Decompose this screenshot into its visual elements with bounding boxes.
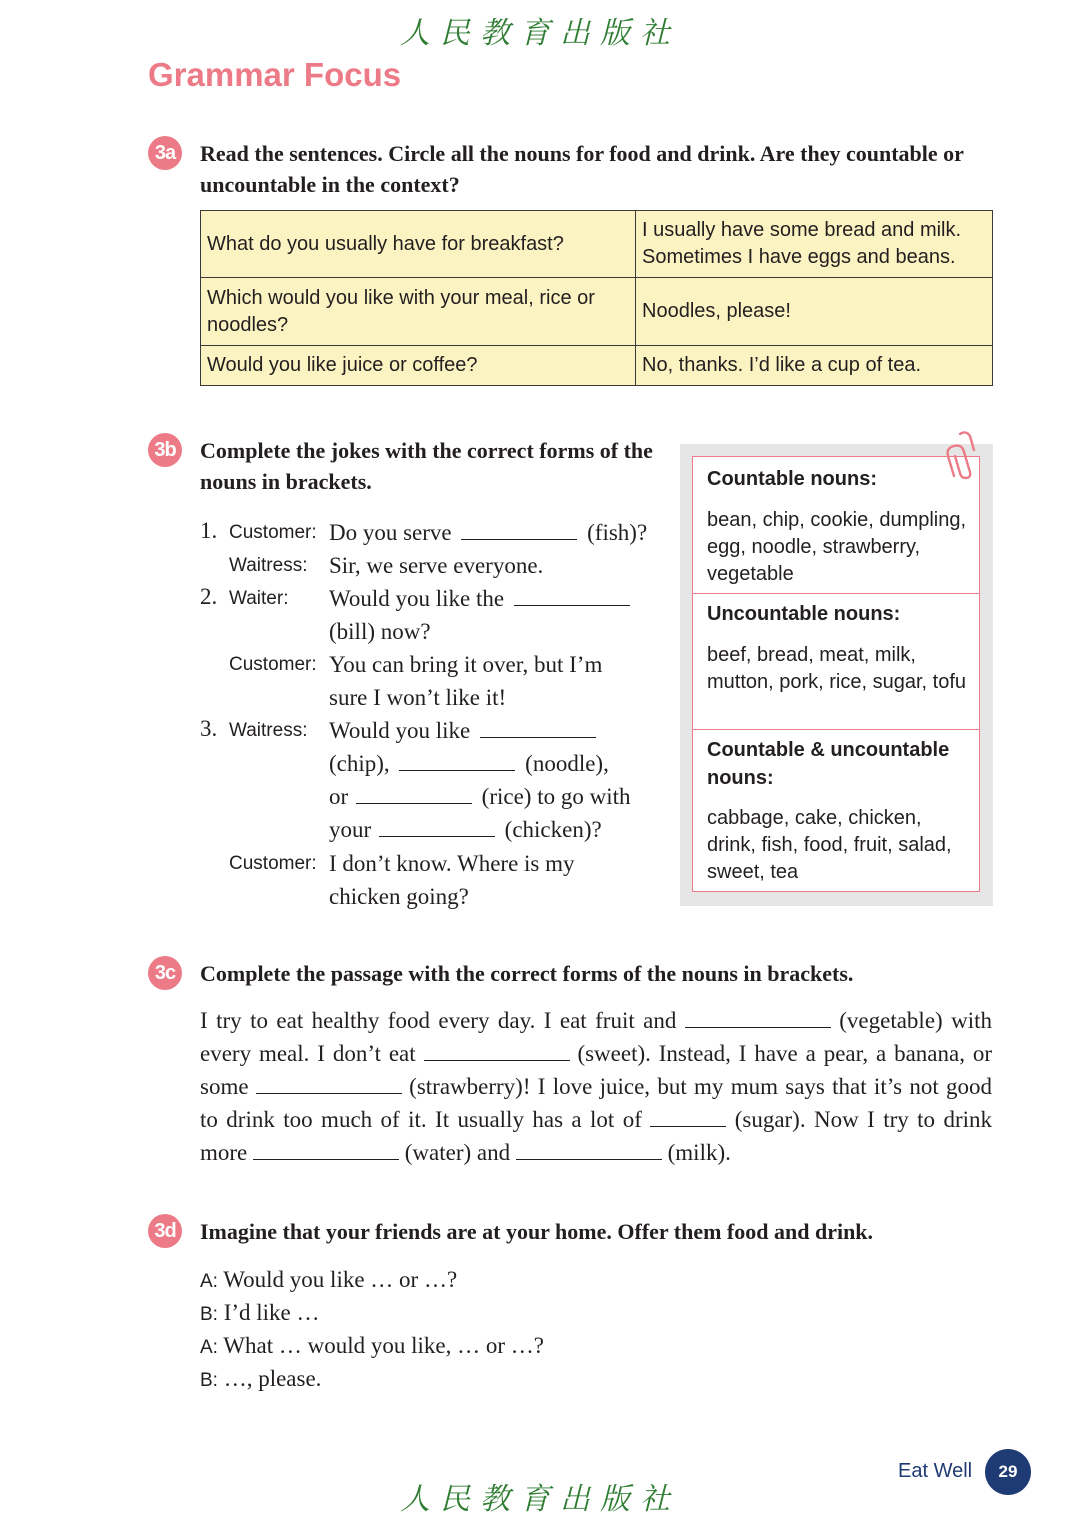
answer-blank[interactable]: [399, 748, 515, 771]
passage-text: (water) and: [404, 1140, 511, 1165]
joke-line: (bill) now?: [329, 619, 431, 644]
dialogue-table: [200, 210, 993, 386]
joke-line: [329, 516, 647, 549]
both-title: Countable & uncountable nouns:: [707, 739, 950, 789]
uncountable-title: Uncountable nouns:: [707, 603, 901, 625]
page-number: 29: [985, 1449, 1031, 1495]
joke-line: [329, 780, 631, 813]
table-row: [201, 211, 993, 278]
speaker-label: Waiter:: [229, 588, 289, 609]
table-cell: I usually have some bread and milk. Sometimes I have eggs and beans.: [636, 211, 993, 278]
answer-blank[interactable]: [253, 1137, 399, 1160]
dialogue-text: Would you like … or …?: [223, 1267, 458, 1292]
both-list: cabbage, cake, chicken, drink, fish, food, fruit, salad, sweet, tea: [707, 807, 952, 883]
nouns-box: [692, 456, 980, 892]
badge-3c: 3c: [148, 956, 182, 990]
passage-text: (milk).: [667, 1140, 731, 1165]
dialogue-text: I’d like …: [223, 1300, 320, 1325]
joke-number: 1.: [200, 518, 218, 543]
badge-3a: 3a: [148, 136, 182, 170]
joke-number: 3.: [200, 716, 218, 741]
passage-text: (sweet). Instead, I have a pear, a banana, or some: [200, 1041, 993, 1099]
box-divider: [693, 593, 979, 594]
joke-text: (rice) to go with: [481, 784, 631, 809]
instruction-3a: Read the sentences. Circle all the nouns for food and drink. Are they countable or uncountable in the context?: [200, 141, 964, 197]
joke-line: [329, 813, 602, 846]
joke-line: sure I won’t like it!: [329, 685, 507, 710]
answer-blank[interactable]: [480, 715, 596, 738]
passage-text: (vegetable) with every meal. I don’t eat: [200, 1008, 993, 1066]
badge-3b: 3b: [148, 433, 182, 467]
dialogue-line: [200, 1329, 544, 1364]
passage-text: (sugar). Now I try to drink more: [200, 1107, 992, 1165]
dialogue-line: [200, 1296, 320, 1331]
answer-blank[interactable]: [461, 517, 577, 540]
table-row: [201, 346, 993, 386]
joke-text: or: [329, 784, 349, 809]
joke-line: [329, 714, 596, 747]
joke-text: your: [329, 817, 372, 842]
answer-blank[interactable]: [685, 1005, 831, 1028]
speaker-label: Customer:: [229, 522, 317, 543]
speaker-label: Customer:: [229, 853, 317, 874]
table-cell: Would you like juice or coffee?: [201, 346, 636, 386]
passage-text: (strawberry)! I love juice, but my mum says that it’s not good to drink too much of it. It usually has a lot of: [200, 1074, 993, 1132]
paperclip-icon: [940, 428, 980, 480]
instruction-3b: Complete the jokes with the correct forms of the nouns in brackets.: [200, 438, 653, 494]
answer-blank[interactable]: [650, 1104, 726, 1127]
table-cell: Which would you like with your meal, rice or noodles?: [201, 278, 636, 346]
countable-title: Countable nouns:: [707, 468, 877, 490]
countable-list: bean, chip, cookie, dumpling, egg, noodle, strawberry, vegetable: [707, 509, 967, 585]
joke-text: (chip),: [329, 751, 390, 776]
unit-label: Eat Well: [898, 1460, 973, 1482]
dialogue-text: …, please.: [223, 1366, 322, 1391]
speaker-label: A:: [200, 1271, 218, 1292]
publisher-mark-bottom: 人民教育出版社: [400, 1482, 680, 1517]
badge-3d: 3d: [148, 1214, 182, 1248]
joke-text: Would you like: [329, 718, 471, 743]
answer-blank[interactable]: [379, 814, 495, 837]
dialogue-line: [200, 1263, 457, 1298]
answer-blank[interactable]: [356, 781, 472, 804]
dialogue-text: What … would you like, … or …?: [223, 1333, 544, 1358]
answer-blank[interactable]: [424, 1038, 570, 1061]
dialogue-line: [200, 1362, 321, 1397]
joke-text: (chicken)?: [504, 817, 602, 842]
answer-blank[interactable]: [516, 1137, 662, 1160]
table-cell: Noodles, please!: [636, 278, 993, 346]
speaker-label: B:: [200, 1370, 218, 1391]
speaker-label: Waitress:: [229, 720, 308, 741]
joke-line: Sir, we serve everyone.: [329, 553, 544, 578]
passage-text: I try to eat healthy food every day. I eat fruit and: [200, 1008, 677, 1033]
joke-line: chicken going?: [329, 884, 469, 909]
joke-number: 2.: [200, 584, 218, 609]
joke-line: I don’t know. Where is my: [329, 851, 575, 876]
joke-text: (noodle),: [525, 751, 609, 776]
publisher-mark-top: 人民教育出版社: [400, 16, 680, 51]
instruction-3d: Imagine that your friends are at your home. Offer them food and drink.: [200, 1219, 874, 1244]
uncountable-list: beef, bread, meat, milk, mutton, pork, rice, sugar, tofu: [707, 644, 967, 693]
box-divider: [693, 729, 979, 730]
answer-blank[interactable]: [514, 583, 630, 606]
table-row: [201, 278, 993, 346]
speaker-label: Waitress:: [229, 555, 308, 576]
speaker-label: Customer:: [229, 654, 317, 675]
joke-line: You can bring it over, but I’m: [329, 652, 603, 677]
page-title: Grammar Focus: [148, 56, 402, 93]
speaker-label: B:: [200, 1304, 218, 1325]
table-cell: No, thanks. I’d like a cup of tea.: [636, 346, 993, 386]
joke-text: (fish)?: [587, 520, 648, 545]
joke-line: [329, 747, 609, 780]
passage-3c: [200, 1004, 992, 1169]
joke-text: Would you like the: [329, 586, 505, 611]
instruction-3c: Complete the passage with the correct forms of the nouns in brackets.: [200, 961, 854, 986]
joke-line: [329, 582, 630, 615]
answer-blank[interactable]: [256, 1071, 402, 1094]
table-cell: What do you usually have for breakfast?: [201, 211, 636, 278]
speaker-label: A:: [200, 1337, 218, 1358]
joke-text: Do you serve: [329, 520, 452, 545]
